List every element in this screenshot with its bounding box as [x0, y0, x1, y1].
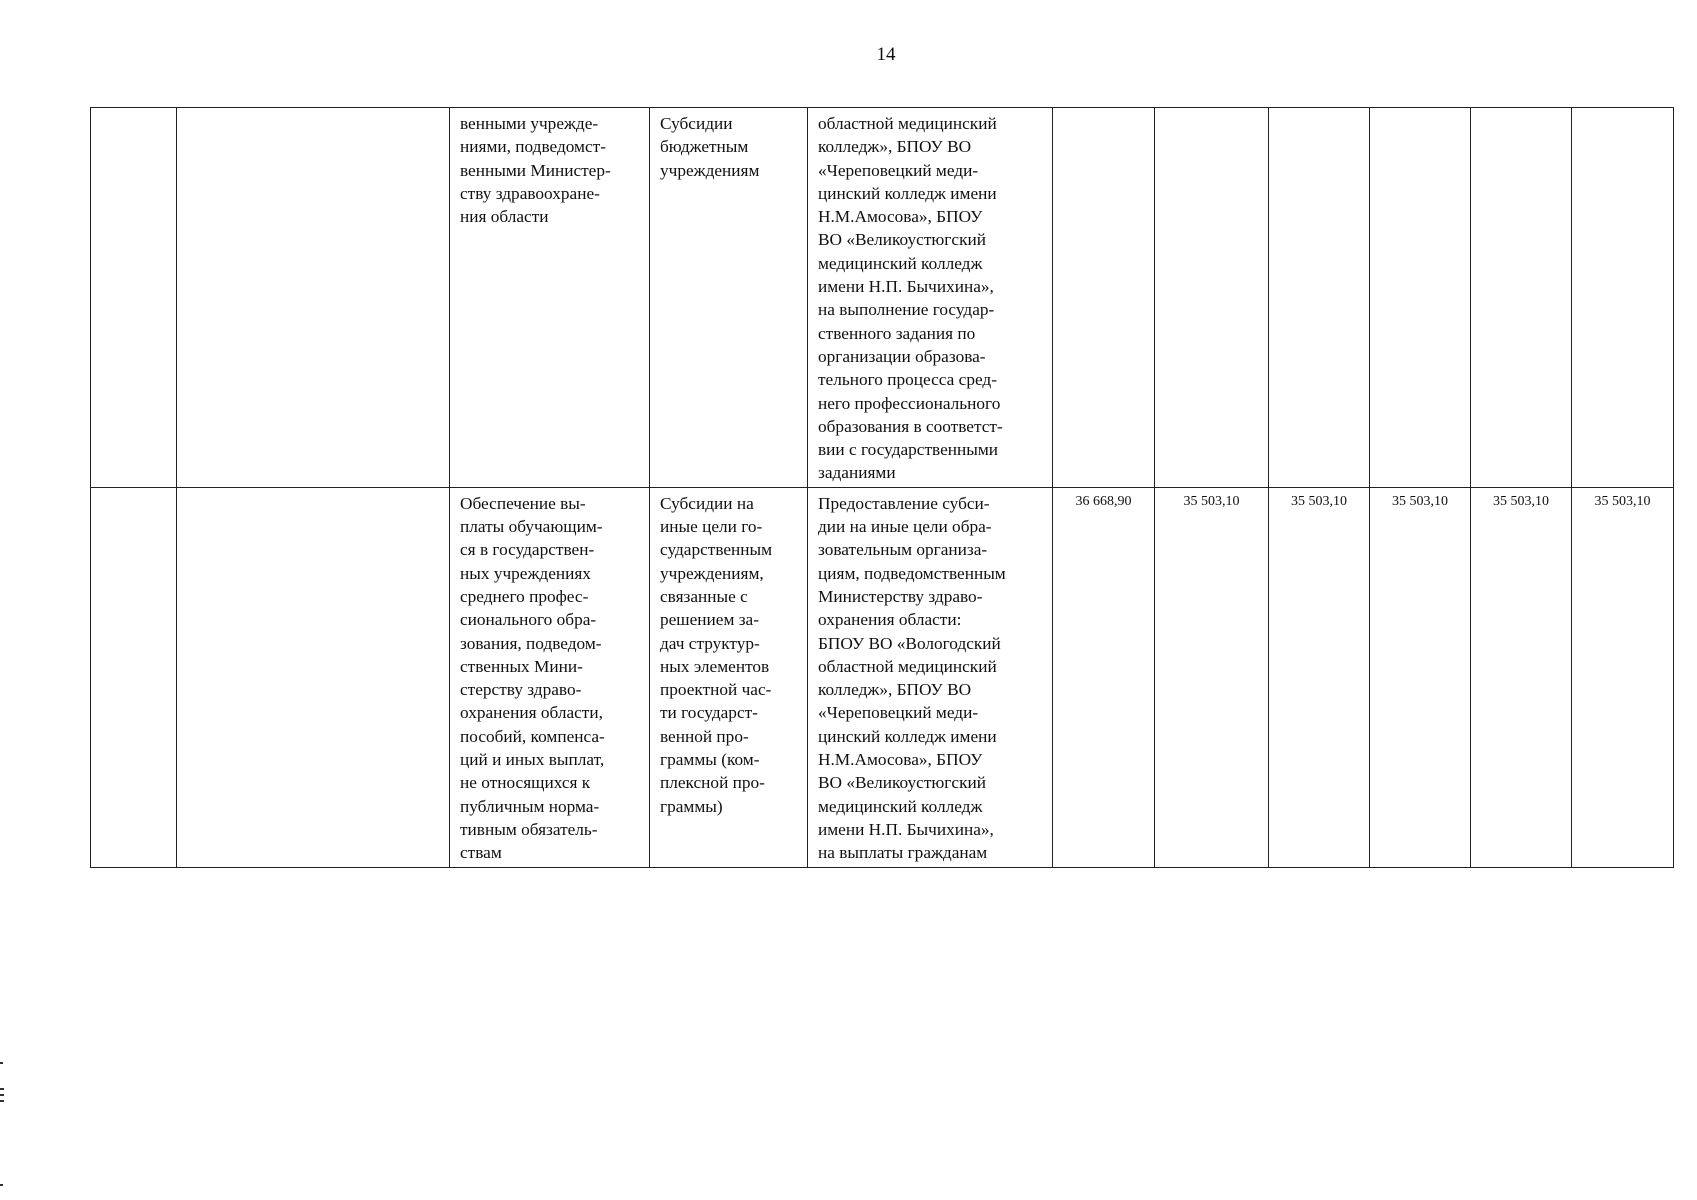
table-cell-description: Предоставление субси- дии на иные цели обра- зовательным организа- циям, подведомственным Министерству здраво- охранения области: БПОУ ВО «Вологодский областной медицинский колледж», БПОУ ВО «Череповецкий меди- цинский колледж имени Н.М.Амосова», БПОУ ВО «Великоустюгский медицинский колледж имени Н.П. Бычихина», на выплаты гражданам	[808, 487, 1053, 867]
table-cell-amount	[1155, 108, 1269, 488]
table-cell-description: областной медицинский колледж», БПОУ ВО «Череповецкий меди- цинский колледж имени Н.М.Амосова», БПОУ ВО «Великоустюгский медицинский колледж имени Н.П. Бычихина», на выполнение государ- ственного задания по организации образова- тельного процесса сред- него профессионального образования в соответст- вии с государственными заданиями	[808, 108, 1053, 488]
table-cell-amount	[1269, 108, 1370, 488]
page-number: 14	[876, 44, 896, 65]
table-cell-expense-type: Субсидии на иные цели го- сударственным учреждениям, связанные с решением за- дач структур- ных элементов проектной час- ти государст- венной про- граммы (ком- плексной про- граммы)	[650, 487, 808, 867]
scan-artifact	[0, 1094, 4, 1096]
table-cell-amount: 35 503,10	[1269, 487, 1370, 867]
table-cell-number	[91, 108, 177, 488]
table-cell-amount: 35 503,10	[1155, 487, 1269, 867]
table-cell-amount	[1572, 108, 1674, 488]
table-cell-task: Обеспечение вы- платы обучающим- ся в государствен- ных учреждениях среднего профес- сионального обра- зования, подведом- ственных Мини- стерству здраво- охранения области, пособий, компенса- ций и иных выплат, не относящихся к публичным норма- тивным обязатель- ствам	[450, 487, 650, 867]
table-row	[91, 487, 1674, 867]
table-cell-amount	[1370, 108, 1471, 488]
table-row	[91, 108, 1674, 488]
table-cell-expense-type: Субсидии бюджетным учреждениям	[650, 108, 808, 488]
table-cell-amount: 35 503,10	[1572, 487, 1674, 867]
scan-artifact	[0, 1088, 4, 1090]
table-cell-program	[177, 108, 450, 488]
budget-table	[90, 107, 1674, 868]
table-cell-task: венными учрежде- ниями, подведомст- венными Министер- ству здравоохране- ния области	[450, 108, 650, 488]
table-cell-amount: 35 503,10	[1370, 487, 1471, 867]
table-cell-number	[91, 487, 177, 867]
scan-artifact	[0, 1100, 4, 1102]
table-cell-amount: 35 503,10	[1471, 487, 1572, 867]
table-cell-program	[177, 487, 450, 867]
table-cell-amount	[1471, 108, 1572, 488]
table-cell-amount	[1053, 108, 1155, 488]
scan-artifact	[0, 1062, 3, 1064]
scan-artifact	[0, 1184, 3, 1186]
table-cell-amount: 36 668,90	[1053, 487, 1155, 867]
